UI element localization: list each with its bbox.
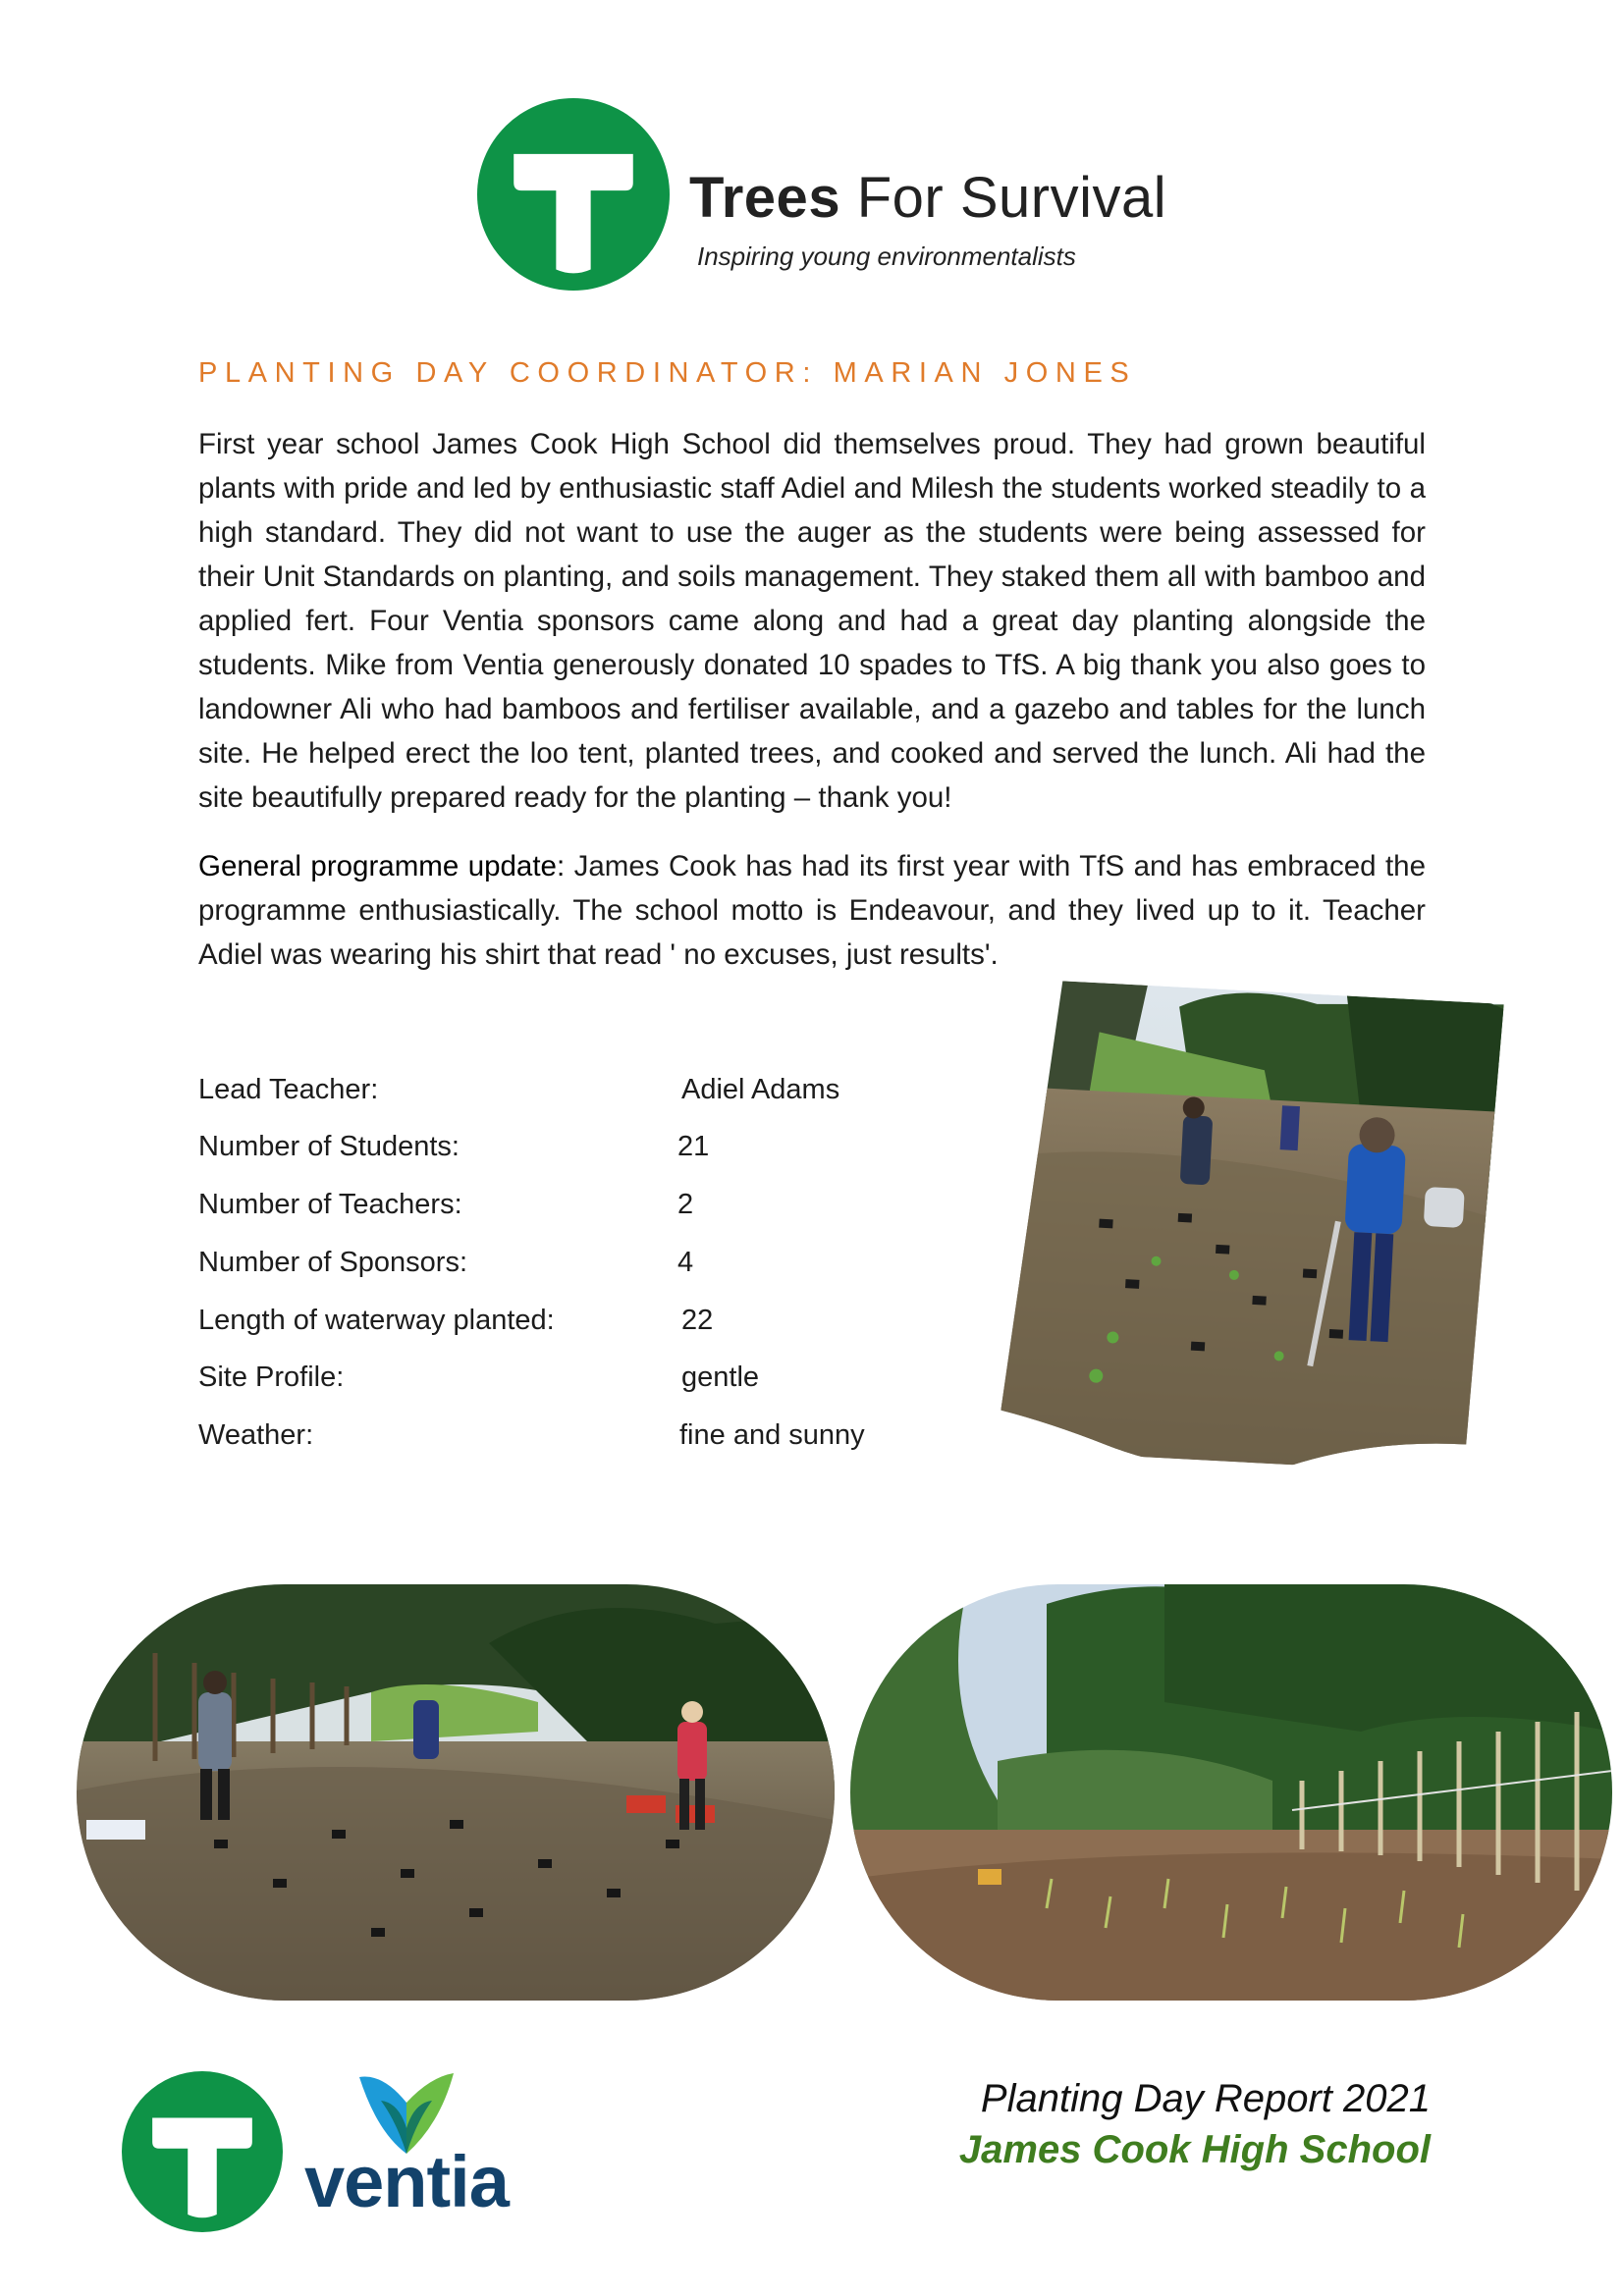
stat-value-weather: fine and sunny xyxy=(679,1419,865,1451)
planting-photo-left xyxy=(77,1584,835,2001)
footer-trees-for-survival-logo xyxy=(122,2071,283,2232)
stat-value-site-profile: gentle xyxy=(681,1362,760,1393)
school-name: James Cook High School xyxy=(958,2128,1431,2171)
programme-update-lead: General programme update: xyxy=(198,850,566,882)
stat-label-teachers: Number of Teachers: xyxy=(198,1189,462,1220)
programme-update-text: James Cook has had its first year with TfS and has embraced the programme enthusiastically. The school motto is Endeavour, and they lived up to it. Teacher Adiel was wearing his shirt that read ' no excuses, just results'. xyxy=(198,850,1426,971)
stat-label-weather: Weather: xyxy=(198,1419,314,1451)
programme-update-paragraph xyxy=(198,844,1426,977)
stat-value-lead-teacher: Adiel Adams xyxy=(681,1074,840,1105)
stat-value-sponsors: 4 xyxy=(677,1247,694,1278)
stat-value-students: 21 xyxy=(677,1131,710,1162)
report-paragraph: First year school James Cook High School did themselves proud. They had grown beautiful plants with pride and led by enthusiastic staff Adiel and Milesh the students worked steadily to a high standard. They did not want to use the auger as the students were being assessed for their Unit Standards on planting, and soils management. They staked them all with bamboo and applied fert. Four Ventia sponsors came along and had a great day planting alongside the students. Mike from Ventia generously donated 10 spades to TfS. A big thank you also goes to landowner Ali who had bamboos and fertiliser available, and a gazebo and tables for the lunch site. He helped erect the loo tent, planted trees, and cooked and served the lunch. Ali had the site beautifully prepared ready for the planting – thank you! xyxy=(198,428,1426,814)
stat-label-sponsors: Number of Sponsors: xyxy=(198,1247,468,1278)
stat-value-waterway: 22 xyxy=(681,1305,714,1336)
stat-label-lead-teacher: Lead Teacher: xyxy=(198,1074,379,1105)
tagline: Inspiring young environmentalists xyxy=(697,241,1076,271)
stat-label-site-profile: Site Profile: xyxy=(198,1362,345,1393)
report-title: Planting Day Report 2021 xyxy=(980,2077,1431,2120)
planting-photo-main xyxy=(999,959,1514,1474)
ventia-wordmark: ventia xyxy=(304,2141,509,2222)
planting-photo-right xyxy=(850,1584,1612,2001)
stat-value-teachers: 2 xyxy=(677,1189,694,1220)
brand-name-rest: For Survival xyxy=(856,166,1167,230)
coordinator-heading: PLANTING DAY COORDINATOR: MARIAN JONES xyxy=(198,357,1137,389)
brand-name xyxy=(689,165,1166,231)
trees-for-survival-logo xyxy=(477,98,670,291)
stat-label-waterway: Length of waterway planted: xyxy=(198,1305,555,1336)
brand-name-bold: Trees xyxy=(689,166,841,230)
stat-label-students: Number of Students: xyxy=(198,1131,460,1162)
